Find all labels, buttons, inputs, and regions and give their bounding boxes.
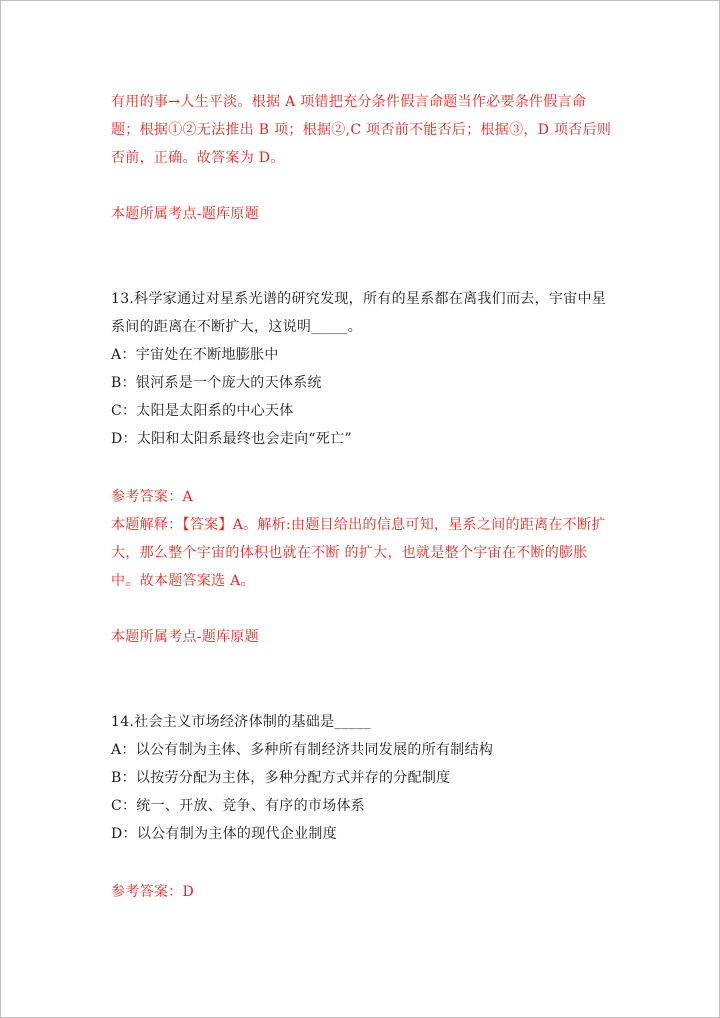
explanation-line: 中。故本题答案选 A。 xyxy=(111,573,255,589)
explanation-line: 大，那么整个宇宙的体积也就在不断 的扩大，也就是整个宇宙在不断的膨胀 xyxy=(111,545,588,561)
option-d: D：太阳和太阳系最终也会走向“死亡” xyxy=(111,431,352,447)
option-b: B：银河系是一个庞大的天体系统 xyxy=(111,375,322,391)
option-c: C：统一、开放、竞争、有序的市场体系 xyxy=(111,798,366,814)
option-a: A：宇宙处在不断地膨胀中 xyxy=(111,347,279,363)
explanation-line: 本题解释：【答案】A。解析:由题目给出的信息可知，星系之间的距离在不断扩 xyxy=(111,517,606,533)
source-note: 本题所属考点-题库原题 xyxy=(111,629,260,645)
source-note: 本题所属考点-题库原题 xyxy=(111,206,260,222)
option-b: B：以按劳分配为主体，多种分配方式并存的分配制度 xyxy=(111,770,451,786)
explanation-line: 有用的事→人生平淡。根据 A 项错把充分条件假言命题当作必要条件假言命 xyxy=(111,94,587,110)
option-c: C：太阳是太阳系的中心天体 xyxy=(111,403,294,419)
explanation-line: 题；根据①②无法推出 B 项；根据②,C 项否前不能否后；根据③，D 项否后则 xyxy=(111,122,612,138)
answer-label: 参考答案：D xyxy=(111,884,195,900)
answer-label: 参考答案：A xyxy=(111,489,193,505)
option-a: A：以公有制为主体、多种所有制经济共同发展的所有制结构 xyxy=(111,742,494,758)
explanation-line: 否前，正确。故答案为 D。 xyxy=(111,150,285,166)
question-stem: 系间的距离在不断扩大，这说明_____。 xyxy=(111,319,362,335)
option-d: D：以公有制为主体的现代企业制度 xyxy=(111,826,338,842)
question-stem: 14.社会主义市场经济体制的基础是_____ xyxy=(111,714,371,730)
question-stem: 13.科学家通过对星系光谱的研究发现，所有的星系都在离我们而去，宇宙中星 xyxy=(111,291,607,307)
